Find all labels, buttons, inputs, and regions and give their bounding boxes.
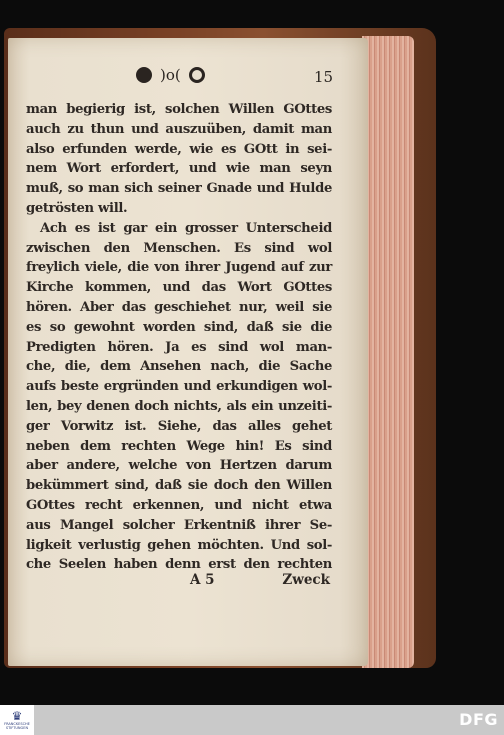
text-line: aufs beste ergründen und erkundigen wol- xyxy=(26,379,332,395)
viewer-footer xyxy=(0,705,504,735)
page-footer-marks xyxy=(190,572,330,588)
text-line: auch zu thun und auszuüben, damit man xyxy=(26,121,332,137)
text-line: bekümmert sind, daß sie doch den Willen xyxy=(26,478,332,494)
ornament-middle: )o( xyxy=(160,66,181,84)
text-line: che, die, dem Ansehen nach, die Sache xyxy=(26,359,332,375)
francke-logo-text: FRANCKESCHE STIFTUNGEN xyxy=(4,722,30,730)
francke-emblem-icon: ♛ xyxy=(11,709,23,723)
page-edges xyxy=(362,36,414,668)
text-line: also erfunden werde, wie es GOtt in sei- xyxy=(26,141,332,157)
text-line: man begierig ist, solchen Willen GOttes xyxy=(26,102,332,117)
text-line: muß, so man sich seiner Gnade und Hulde xyxy=(26,181,332,197)
text-line: Ach es ist gar ein grosser Unterscheid xyxy=(40,220,332,236)
text-line: ger Vorwitz ist. Siehe, das alles gehet xyxy=(26,418,332,434)
francke-logo[interactable] xyxy=(0,705,34,735)
catchword: Zweck xyxy=(282,572,330,588)
ornament-left-icon xyxy=(136,67,152,83)
text-line: nem Wort erfordert, und wie man seyn xyxy=(26,161,332,177)
dfg-logo[interactable]: DFG xyxy=(459,710,498,729)
text-line: GOttes recht erkennen, und nicht etwa xyxy=(26,497,332,513)
text-line: es so gewohnt worden sind, daß sie die xyxy=(26,319,332,335)
page-number: 15 xyxy=(314,68,334,86)
body-text xyxy=(26,100,332,575)
text-line: len, bey denen doch nichts, als ein unzeiti- xyxy=(26,398,332,414)
page-ornament xyxy=(136,64,226,86)
text-line: neben dem rechten Wege hin! Es sind xyxy=(26,438,332,454)
text-line: Kirche kommen, und das Wort GOttes xyxy=(26,280,332,296)
text-line: che Seelen haben denn erst den rechten xyxy=(26,557,332,573)
text-line: Predigten hören. Ja es sind wol man- xyxy=(26,339,332,355)
text-line: freylich viele, die von ihrer Jugend auf zur xyxy=(26,260,332,276)
text-line: zwischen den Menschen. Es sind wol xyxy=(26,240,332,256)
text-line: hören. Aber das geschiehet nur, weil sie xyxy=(26,299,332,315)
ornament-right-icon xyxy=(189,67,205,83)
text-line: aber andere, welche von Hertzen darum xyxy=(26,458,332,474)
text-line: getrösten will. xyxy=(26,200,128,216)
signature-mark: A 5 xyxy=(190,572,215,588)
text-line: ligkeit verlustig gehen möchten. Und sol- xyxy=(26,537,332,553)
text-line: aus Mangel solcher Erkentniß ihrer Se- xyxy=(26,517,332,533)
